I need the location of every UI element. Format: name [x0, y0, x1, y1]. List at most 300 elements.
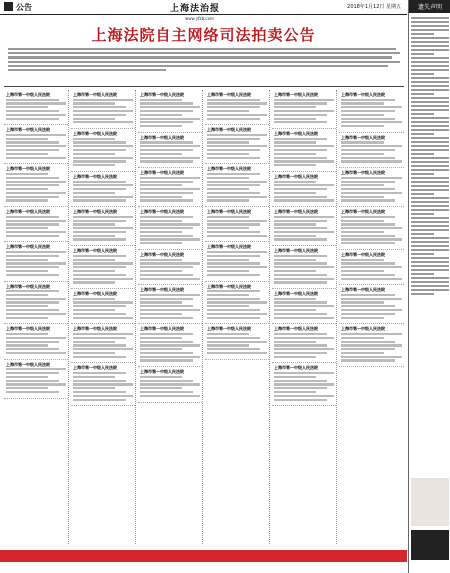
- lot-text-line: [274, 149, 327, 151]
- lot-text-line: [341, 102, 384, 104]
- lot-court-heading: 上海市第一中级人民法院: [73, 131, 117, 137]
- lot-text-line: [207, 301, 267, 303]
- auction-lot: [71, 363, 135, 406]
- lot-text-line: [73, 223, 115, 225]
- lot-text-line: [6, 177, 59, 179]
- lot-text-line: [140, 141, 193, 143]
- auction-lot: [339, 207, 404, 250]
- lot-text-line: [207, 290, 260, 292]
- lot-text-line: [207, 294, 249, 296]
- notice-line: [411, 217, 449, 219]
- lot-text-line: [73, 337, 126, 339]
- lot-text-line: [274, 145, 334, 147]
- lot-text-line: [274, 138, 327, 140]
- notice-line: [411, 61, 449, 63]
- lot-text-line: [140, 359, 193, 361]
- notice-line: [411, 269, 449, 271]
- right-column: [408, 0, 450, 573]
- notice-line: [411, 45, 449, 47]
- lot-text-line: [140, 344, 200, 346]
- notice-line: [411, 197, 449, 199]
- auction-lot: [272, 172, 336, 207]
- lot-text-line: [274, 372, 334, 374]
- lot-text-line: [274, 238, 327, 240]
- lot-text-line: [73, 188, 126, 190]
- lot-text-line: [207, 173, 260, 175]
- notice-line: [411, 157, 449, 159]
- lot-text-line: [207, 114, 267, 116]
- auction-lot: [339, 250, 404, 285]
- notice-line: [411, 277, 449, 279]
- lot-text-line: [6, 235, 59, 237]
- lot-text-line: [207, 157, 260, 159]
- lot-text-line: [207, 118, 260, 120]
- lot-text-line: [140, 356, 200, 358]
- section-logo-icon: [4, 2, 13, 11]
- lot-column: [4, 90, 69, 544]
- lot-text-line: [73, 344, 126, 346]
- lot-text-line: [6, 102, 66, 104]
- lot-text-line: [207, 188, 249, 190]
- lot-text-line: [274, 391, 316, 393]
- lot-text-line: [73, 255, 126, 257]
- lot-text-line: [140, 145, 200, 147]
- lot-text-line: [6, 110, 59, 112]
- lot-text-line: [207, 317, 260, 319]
- lot-text-line: [73, 102, 115, 104]
- notice-line: [411, 189, 449, 191]
- lot-text-line: [207, 223, 260, 225]
- lot-court-heading: 上海市第一中级人民法院: [274, 326, 318, 332]
- notice-line: [411, 233, 434, 235]
- notice-line: [411, 281, 449, 283]
- lot-text-line: [341, 274, 395, 276]
- notice-line: [411, 73, 434, 75]
- lot-text-line: [274, 114, 327, 116]
- notice-line: [411, 25, 449, 27]
- auction-lot: [205, 207, 269, 242]
- notice-line: [411, 21, 449, 23]
- lot-text-line: [73, 184, 133, 186]
- lot-court-heading: 上海市第一中级人民法院: [6, 361, 50, 367]
- lot-text-line: [274, 309, 316, 311]
- lot-text-line: [6, 301, 59, 303]
- lot-text-line: [140, 160, 193, 162]
- auction-lot: [4, 90, 68, 125]
- auction-lot: [339, 168, 404, 207]
- lot-text-line: [274, 341, 316, 343]
- lot-text-line: [6, 106, 48, 108]
- notice-line: [411, 245, 449, 247]
- lot-text-line: [274, 337, 334, 339]
- lot-text-line: [341, 259, 384, 261]
- notice-line: [411, 141, 449, 143]
- lot-text-line: [274, 383, 334, 385]
- lot-court-heading: 上海市第一中级人民法院: [274, 131, 318, 137]
- lot-text-line: [73, 99, 133, 101]
- auction-lot: [272, 324, 336, 363]
- lot-text-line: [341, 337, 384, 339]
- site-url: www.yfzb.com: [185, 16, 214, 21]
- notice-line: [411, 93, 434, 95]
- lot-text-line: [140, 333, 193, 335]
- lot-text-line: [274, 259, 316, 261]
- lot-text-line: [73, 216, 133, 218]
- lot-text-line: [6, 294, 48, 296]
- lot-text-line: [140, 231, 182, 233]
- right-column-title: 遗失声明: [409, 0, 450, 13]
- lot-court-heading: 上海市第一中级人民法院: [6, 92, 50, 97]
- lot-text-line: [274, 99, 334, 101]
- notice-line: [411, 105, 449, 107]
- lot-text-line: [207, 177, 249, 179]
- lot-text-line: [6, 251, 66, 253]
- lot-text-line: [73, 376, 115, 378]
- lot-text-line: [274, 281, 327, 283]
- lot-text-line: [341, 188, 395, 190]
- auction-lot-grid: [4, 90, 404, 544]
- lot-text-line: [274, 395, 334, 397]
- lot-text-line: [274, 188, 327, 190]
- lot-text-line: [140, 391, 193, 393]
- lot-text-line: [207, 344, 249, 346]
- lot-text-line: [274, 387, 327, 389]
- lot-column: [272, 90, 337, 544]
- lot-text-line: [274, 157, 327, 159]
- lot-text-line: [274, 216, 334, 218]
- lot-text-line: [73, 157, 133, 159]
- lot-text-line: [274, 231, 334, 233]
- lot-text-line: [6, 145, 66, 147]
- auction-lot: [71, 246, 135, 289]
- lot-court-heading: 上海市第一中级人民法院: [6, 283, 50, 289]
- lot-text-line: [341, 110, 395, 112]
- lot-text-line: [73, 399, 126, 401]
- lot-text-line: [73, 317, 133, 319]
- notice-line: [411, 181, 449, 183]
- lot-court-heading: 上海市第一中级人民法院: [207, 326, 251, 332]
- lot-text-line: [6, 380, 59, 382]
- lot-court-heading: 上海市第一中级人民法院: [73, 248, 117, 254]
- lot-text-line: [140, 376, 182, 378]
- lot-text-line: [6, 391, 59, 393]
- lot-text-line: [140, 199, 193, 201]
- lot-text-line: [73, 121, 133, 123]
- lot-text-line: [341, 196, 384, 198]
- lot-text-line: [207, 227, 249, 229]
- notice-line: [411, 177, 449, 179]
- lot-text-line: [207, 270, 249, 272]
- lot-text-line: [140, 106, 200, 108]
- lot-text-line: [6, 231, 66, 233]
- lot-text-line: [274, 344, 327, 346]
- lot-text-line: [207, 352, 267, 354]
- lot-text-line: [207, 220, 267, 222]
- lot-text-line: [274, 196, 327, 198]
- lot-text-line: [207, 235, 267, 237]
- lot-text-line: [73, 274, 126, 276]
- auction-lot: [4, 164, 68, 207]
- lot-text-line: [274, 298, 316, 300]
- lot-text-line: [73, 352, 115, 354]
- lot-text-line: [341, 192, 402, 194]
- lot-text-line: [6, 387, 48, 389]
- lot-text-line: [341, 359, 395, 361]
- lot-text-line: [6, 99, 59, 101]
- lot-text-line: [73, 391, 126, 393]
- auction-lot: [4, 125, 68, 164]
- lot-text-line: [274, 266, 334, 268]
- auction-lot: [339, 324, 404, 367]
- lot-text-line: [140, 118, 200, 120]
- lot-court-heading: 上海市第一中级人民法院: [73, 209, 117, 215]
- lot-court-heading: 上海市第一中级人民法院: [140, 209, 184, 215]
- lot-text-line: [140, 266, 193, 268]
- lot-text-line: [73, 192, 115, 194]
- lot-text-line: [207, 141, 249, 143]
- lot-text-line: [6, 227, 48, 229]
- lot-text-line: [341, 216, 395, 218]
- lot-text-line: [207, 266, 267, 268]
- notice-line: [411, 77, 449, 79]
- auction-lot: [4, 207, 68, 242]
- lot-text-line: [274, 278, 334, 280]
- auction-lot: [272, 246, 336, 289]
- issue-date: 2018年1月12日 星期五: [347, 4, 401, 10]
- lot-text-line: [140, 262, 200, 264]
- lot-text-line: [73, 153, 115, 155]
- lot-text-line: [140, 387, 182, 389]
- lot-text-line: [274, 227, 327, 229]
- lot-text-line: [341, 231, 384, 233]
- lot-text-line: [207, 145, 267, 147]
- auction-lot: [138, 168, 202, 207]
- lot-court-heading: 上海市第一中级人民法院: [274, 173, 318, 179]
- lot-text-line: [73, 196, 133, 198]
- lot-text-line: [6, 348, 59, 350]
- notice-line: [411, 241, 449, 243]
- lot-court-heading: 上海市第一中级人民法院: [6, 127, 50, 133]
- lot-court-heading: 上海市第一中级人民法院: [341, 252, 385, 258]
- notice-line: [411, 57, 449, 59]
- lot-text-line: [6, 266, 59, 268]
- lot-text-line: [274, 223, 316, 225]
- lot-text-line: [274, 235, 316, 237]
- lot-text-line: [6, 305, 48, 307]
- lot-text-line: [207, 341, 267, 343]
- notice-line: [411, 49, 449, 51]
- lot-text-line: [341, 298, 402, 300]
- lot-text-line: [73, 118, 115, 120]
- notice-line: [411, 185, 449, 187]
- notice-line: [411, 165, 449, 167]
- lot-text-line: [73, 333, 133, 335]
- notice-line: [411, 129, 449, 131]
- lot-text-line: [274, 153, 316, 155]
- lot-text-line: [207, 153, 249, 155]
- lot-text-line: [341, 223, 395, 225]
- lot-text-line: [73, 259, 115, 261]
- notice-line: [411, 17, 449, 19]
- lot-text-line: [73, 231, 126, 233]
- lot-text-line: [140, 114, 182, 116]
- lot-text-line: [140, 313, 182, 315]
- lot-text-line: [140, 177, 200, 179]
- auction-lot: [4, 282, 68, 325]
- lot-text-line: [6, 352, 66, 354]
- lot-text-line: [140, 220, 182, 222]
- lot-text-line: [140, 348, 182, 350]
- lot-court-heading: 上海市第一中级人民法院: [207, 283, 251, 289]
- lot-text-line: [341, 305, 395, 307]
- lot-text-line: [274, 121, 327, 123]
- auction-lot: [138, 133, 202, 168]
- notice-line: [411, 153, 434, 155]
- lot-text-line: [6, 368, 66, 370]
- lot-text-line: [6, 290, 59, 292]
- divider: [4, 86, 404, 87]
- lot-text-line: [140, 235, 193, 237]
- lot-text-line: [341, 184, 384, 186]
- lot-text-line: [6, 223, 59, 225]
- notice-line: [411, 41, 449, 43]
- auction-lot: [205, 90, 269, 125]
- notice-line: [411, 97, 449, 99]
- auction-lot: [339, 90, 404, 133]
- notice-line: [411, 37, 449, 39]
- lot-text-line: [73, 270, 115, 272]
- notice-line: [411, 69, 449, 71]
- lot-text-line: [341, 238, 402, 240]
- page-title: 上海法院自主网络司法拍卖公告: [91, 26, 316, 44]
- lot-text-line: [6, 149, 59, 151]
- lot-text-line: [207, 196, 267, 198]
- lot-text-line: [73, 141, 126, 143]
- lot-text-line: [140, 383, 200, 385]
- lot-text-line: [274, 181, 316, 183]
- lot-text-line: [207, 309, 260, 311]
- lot-text-line: [6, 298, 66, 300]
- lot-text-line: [274, 270, 316, 272]
- notice-line: [411, 137, 449, 139]
- lot-text-line: [6, 118, 59, 120]
- lot-court-heading: 上海市第一中级人民法院: [140, 252, 184, 258]
- notice-list: [409, 13, 450, 299]
- lot-text-line: [73, 149, 126, 151]
- lot-text-line: [274, 106, 316, 108]
- auction-lot: [4, 324, 68, 359]
- lot-text-line: [274, 141, 316, 143]
- ad-box: [411, 478, 449, 526]
- lot-text-line: [6, 196, 59, 198]
- lot-text-line: [73, 238, 126, 240]
- lot-court-heading: 上海市第一中级人民法院: [341, 134, 385, 140]
- lot-text-line: [6, 141, 59, 143]
- lot-text-line: [140, 110, 193, 112]
- notice-line: [411, 193, 434, 195]
- lot-text-line: [140, 153, 182, 155]
- lot-text-line: [207, 149, 260, 151]
- lot-text-line: [341, 177, 402, 179]
- lot-text-line: [207, 199, 249, 201]
- lot-text-line: [73, 266, 126, 268]
- lot-text-line: [73, 281, 115, 283]
- lot-court-heading: 上海市第一中级人民法院: [341, 170, 385, 176]
- lot-text-line: [140, 337, 182, 339]
- lot-text-line: [207, 333, 249, 335]
- lot-text-line: [73, 235, 115, 237]
- lot-text-line: [207, 184, 260, 186]
- lot-court-heading: 上海市第一中级人民法院: [140, 369, 184, 375]
- lot-text-line: [140, 274, 193, 276]
- lot-text-line: [140, 395, 200, 397]
- lot-text-line: [6, 153, 48, 155]
- lot-text-line: [73, 309, 115, 311]
- lot-text-line: [341, 114, 384, 116]
- lot-text-line: [274, 220, 327, 222]
- lot-text-line: [73, 383, 133, 385]
- lot-text-line: [207, 134, 267, 136]
- lot-text-line: [73, 227, 133, 229]
- contact-box: [411, 530, 449, 560]
- lot-text-line: [73, 313, 126, 315]
- lot-text-line: [6, 220, 66, 222]
- lot-text-line: [140, 259, 182, 261]
- lot-text-line: [274, 333, 327, 335]
- lot-text-line: [207, 138, 260, 140]
- auction-lot: [138, 207, 202, 250]
- lot-text-line: [140, 294, 200, 296]
- lot-text-line: [6, 188, 48, 190]
- lot-text-line: [274, 262, 327, 264]
- lot-court-heading: 上海市第一中级人民法院: [73, 173, 117, 179]
- notice-line: [411, 257, 449, 259]
- auction-lot: [138, 367, 202, 402]
- notice-line: [411, 261, 449, 263]
- lot-text-line: [73, 298, 115, 300]
- lot-court-heading: 上海市第一中级人民法院: [73, 365, 117, 371]
- lot-column: [205, 90, 270, 544]
- lot-text-line: [140, 184, 182, 186]
- auction-lot: [138, 285, 202, 324]
- lot-court-heading: 上海市第一中级人民法院: [6, 244, 50, 250]
- lot-text-line: [341, 141, 384, 143]
- lot-text-line: [341, 344, 402, 346]
- lot-text-line: [6, 173, 48, 175]
- lot-text-line: [6, 157, 66, 159]
- lot-text-line: [341, 181, 395, 183]
- lot-court-heading: 上海市第一中级人民法院: [6, 326, 50, 332]
- notice-line: [411, 289, 449, 291]
- lot-text-line: [341, 199, 395, 201]
- lot-column: [71, 90, 136, 544]
- lot-text-line: [274, 192, 316, 194]
- lot-text-line: [6, 344, 48, 346]
- lot-text-line: [6, 181, 66, 183]
- notice-line: [411, 53, 434, 55]
- lot-text-line: [207, 99, 260, 101]
- lot-text-line: [274, 184, 334, 186]
- auction-lot: [71, 90, 135, 129]
- lot-text-line: [73, 348, 133, 350]
- lot-text-line: [140, 352, 193, 354]
- footer-bar: [0, 550, 407, 562]
- lot-text-line: [341, 153, 384, 155]
- lot-column: [339, 90, 404, 544]
- lot-text-line: [341, 227, 402, 229]
- lot-text-line: [274, 255, 327, 257]
- lot-text-line: [274, 352, 327, 354]
